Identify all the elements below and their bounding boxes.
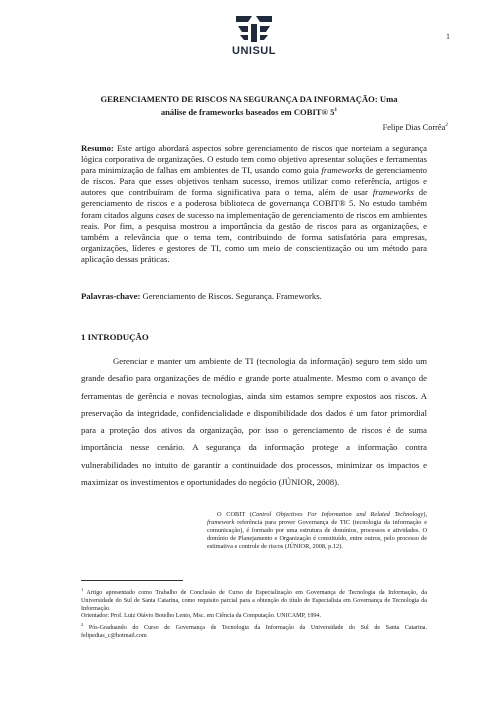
author-name — [383, 122, 448, 132]
keywords-label: Palavras-chave: — [81, 291, 141, 301]
author-footnote-mark: 2 — [445, 122, 448, 128]
abstract-emphasis-1: frameworks — [321, 165, 363, 176]
quote-emphasis-2: framework — [207, 518, 235, 526]
author-text: Felipe Dias Corrêa — [382, 122, 446, 132]
abstract-emphasis-3: cases — [155, 209, 175, 220]
page-number: 1 — [446, 32, 450, 41]
quote-emphasis-1: Control Objectives For Information and Related Technology — [251, 511, 424, 518]
abstract-emphasis-2: frameworks — [372, 187, 414, 198]
block-quote — [207, 511, 427, 551]
section-heading: 1 INTRODUÇÃO — [81, 332, 149, 342]
unisul-logo — [224, 10, 284, 62]
logo-text: UNISUL — [232, 45, 276, 57]
title-footnote-mark: 1 — [334, 107, 338, 113]
unisul-logo-icon — [232, 10, 276, 44]
title-line-1: GERENCIAMENTO DE RISCOS NA SEGURANÇA DA INFORMAÇÃO: Uma — [100, 94, 398, 104]
introduction-paragraph: Gerenciar e manter um ambiente de TI (tecnologia da informação) seguro tem sido um grande desafio para organizações de médio e grande porte atualmente. Mesmo com o avanço de ferramentas de gerência e novas tecnologias, ainda sim estamos sempre expostos aos riscos. A preservação da integridade, confidencialidade e disponibilidade dos dados é um fator primordial para a proteção dos ativos da organização, por isso o gerenciamento de riscos é de suma importância nesse cenário. A segurança da informação protege a informação contra vulnerabilidades no intuito de garantir a continuidade dos processos, minimizar os impactos e maximizar os investimentos e oportunidades do negócio (JÚNIOR, 2008). — [81, 356, 427, 488]
keywords — [81, 291, 427, 301]
quote-text-3: referência para prover Governança de TIC (tecnologia da informação e comunicação), é formado por uma estrutura de domínios, processos e atividades. O domínio de Planejamento e Organização é constituído, entre outros, pelo processo de estimativa e controle de riscos (JÚNIOR, 2008, p.12). — [207, 518, 427, 550]
footnote-2-mark: 2 — [81, 622, 84, 628]
footnote-1-advisor: Orientador: Prof. Luiz Otávio Botelho Lento, Msc. em Ciência da Computação. UNICAMP, 1994. — [81, 613, 321, 620]
abstract-text-4: de sucesso na implementação de gerenciamento de riscos em ambientes reais. Por fim, a pesquisa mostrou a importância da gestão de riscos para as organizações, e também a relevância que o tema tem, contribuindo de forma satisfatória para empresas, organizações, líderes e gestores de TI, como um meio de conscientização ou um método para aplicação dessas práticas. — [81, 209, 427, 264]
footnote-2-text: Pós-Graduando do Curso de Governança de Tecnologia da Informação da Universidade do Sul de Santa Catarina. felipedias_c@hotmail.com — [81, 625, 427, 640]
quote-text-2: ), — [423, 511, 428, 518]
abstract-text-3: de gerenciamento de riscos e a poderosa biblioteca de governança COBIT® 5. No estudo também foram citados alguns — [81, 187, 428, 220]
quote-text-1: O COBIT ( — [217, 511, 252, 518]
abstract-label: Resumo: — [81, 143, 114, 153]
footnote-1 — [81, 586, 427, 613]
footnotes — [81, 586, 427, 641]
footnote-1-text: Artigo apresentado como Trabalho de Conclusão de Curso de Especialização em Governança de Tecnologia da Informação, da Universidade do Sul de Santa Catarina, como requisito parcial para a obtenção do título de Especialista em Governança de Tecnologia da Informação. — [81, 590, 427, 612]
footnote-2 — [81, 621, 427, 641]
abstract — [81, 143, 427, 265]
abstract-text-1: Este artigo abordará aspectos sobre gerenciamento de riscos que norteiam a segurança lógica corporativa de organizações. O estudo tem como objetivo apresentar soluções e ferramentas para minimização de falhas em ambientes de TI, usando como guia — [81, 143, 427, 176]
footnote-1-mark: 1 — [81, 587, 84, 592]
paper-title — [88, 94, 410, 118]
keywords-text: Gerenciamento de Riscos. Segurança. Frameworks. — [140, 291, 322, 301]
title-line-2: análise de frameworks baseados em COBIT® 5 — [160, 106, 335, 117]
abstract-text-2: de gerenciamento de riscos. Para que esses objetivos tenham sucesso, iremos utilizar como referência, artigos e autores que contribuíram de forma significativa para o tema, além de usar — [81, 165, 427, 198]
footnote-divider — [81, 580, 183, 581]
